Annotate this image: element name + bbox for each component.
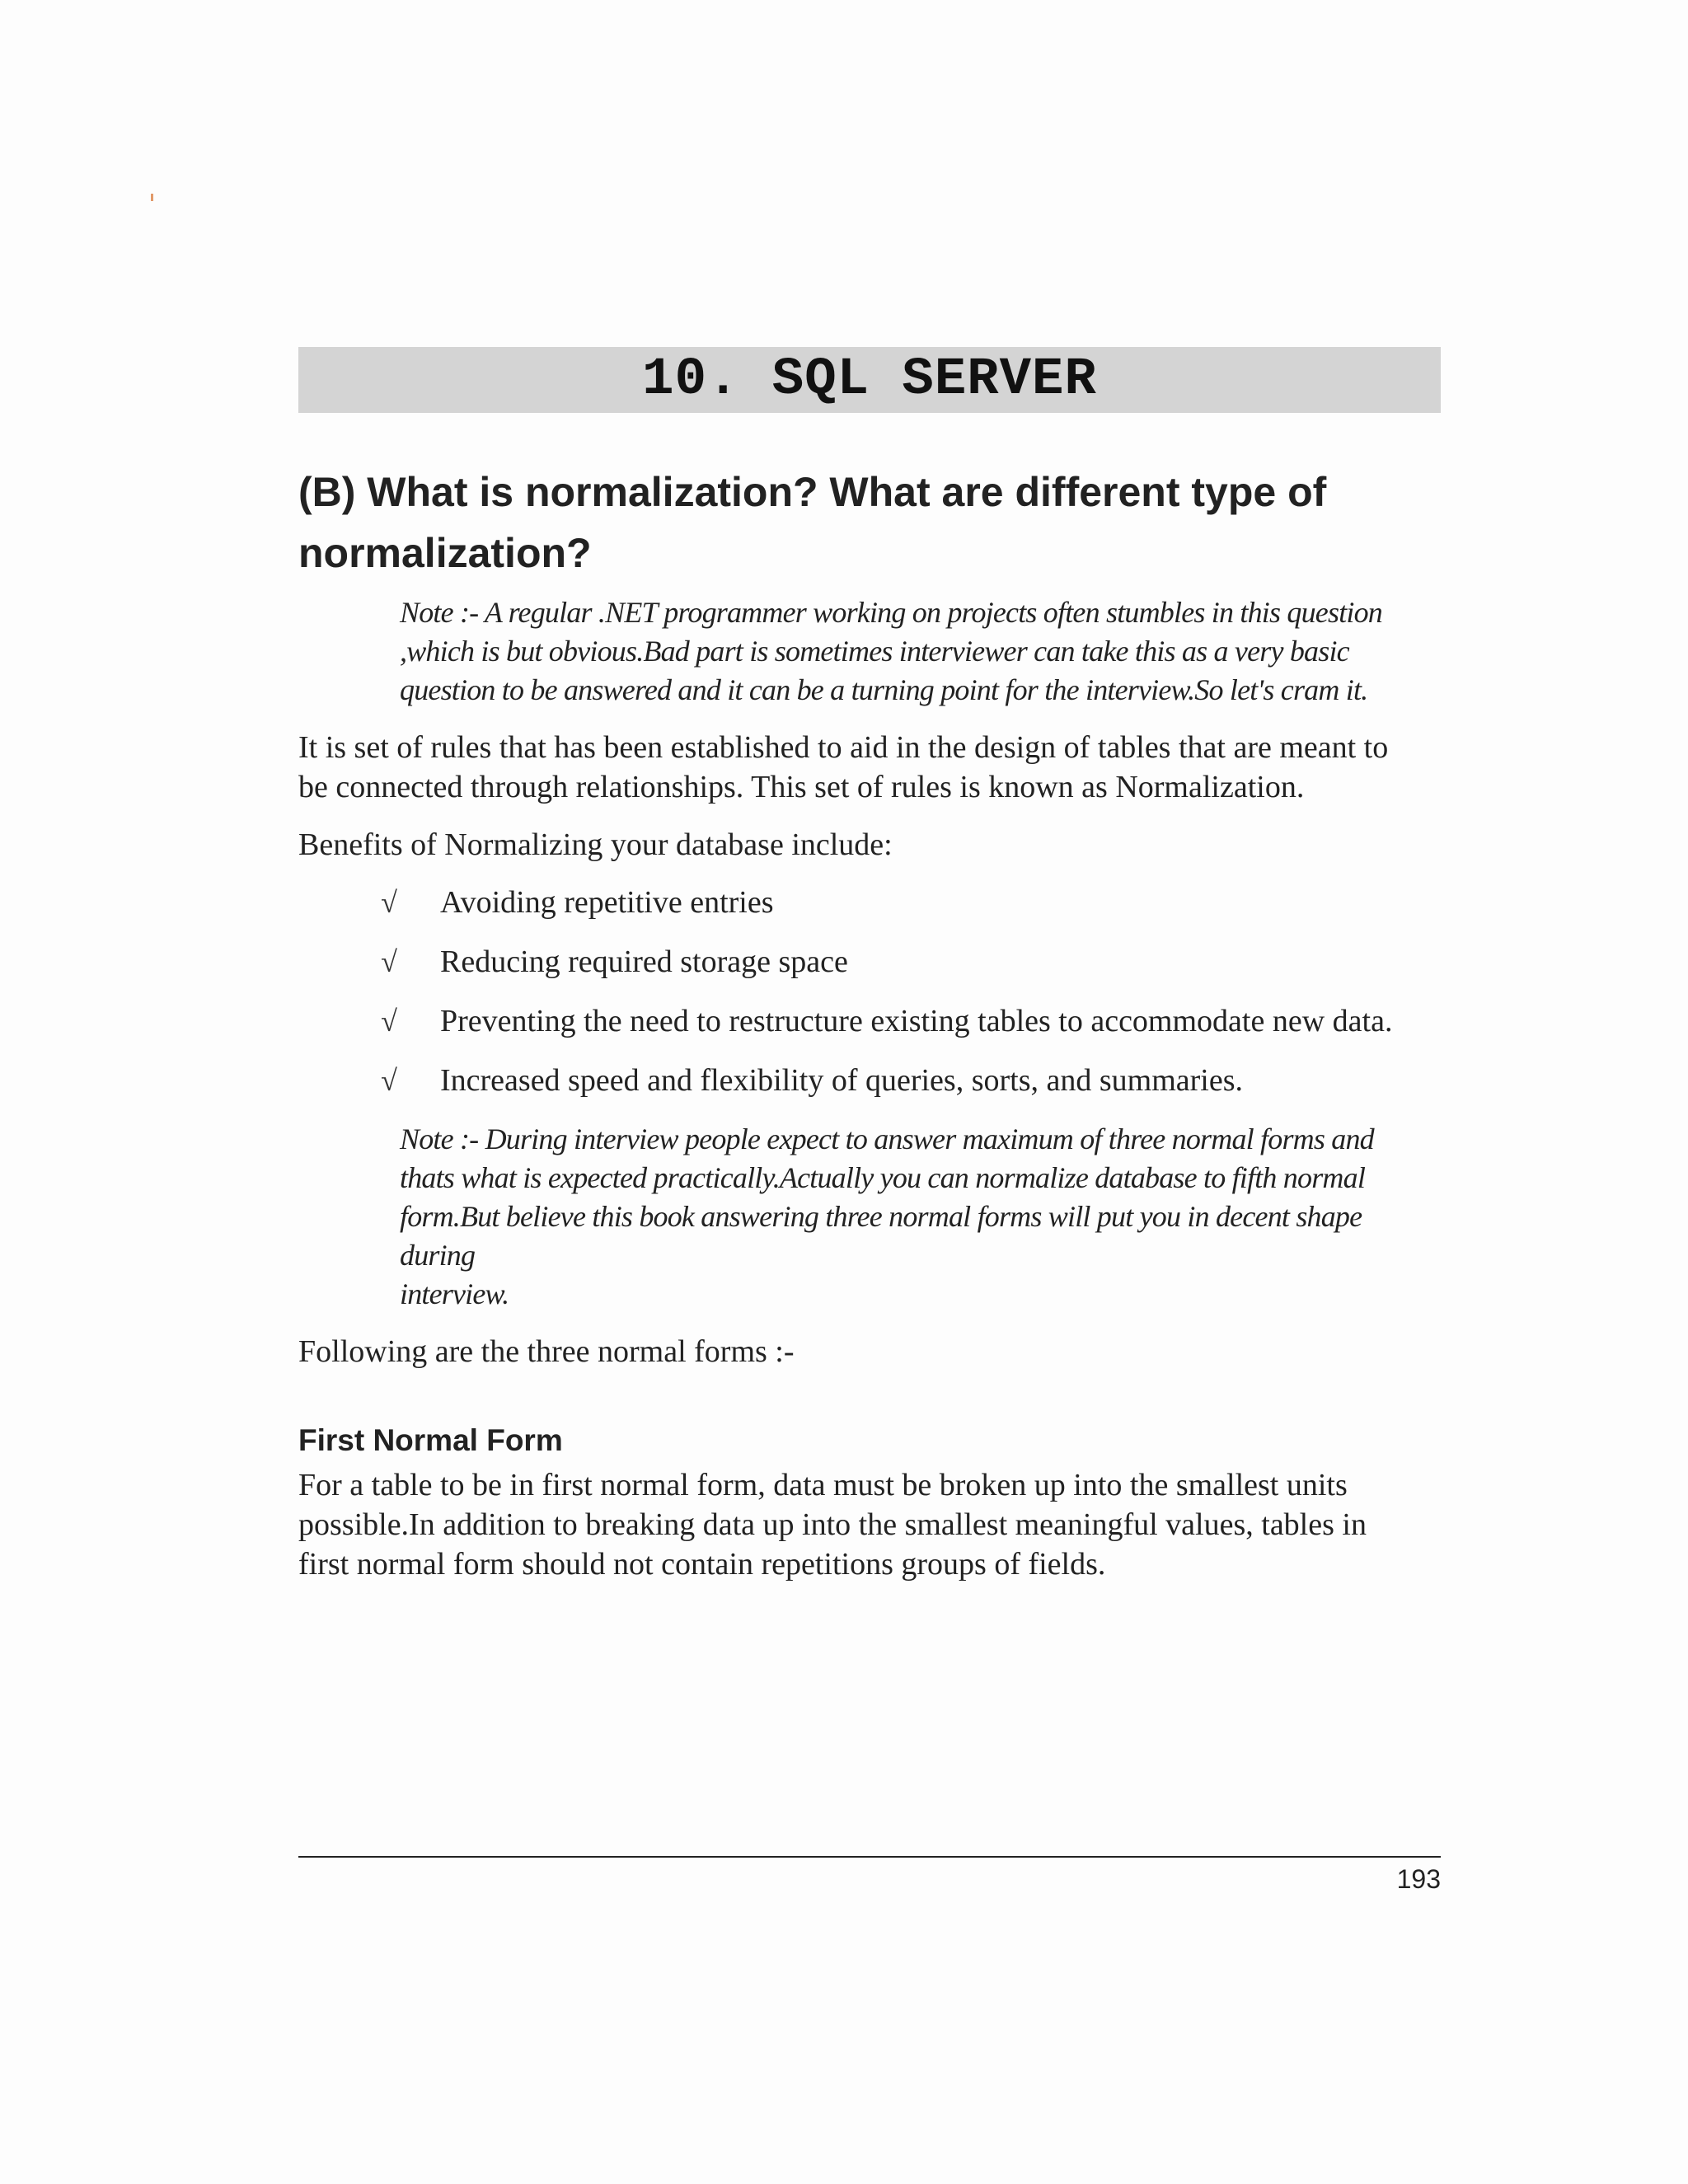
benefits-heading: Benefits of Normalizing your database include: — [298, 827, 893, 862]
note-line: ,which is but obvious.Bad part is sometimes interviewer can take this as a very basic — [400, 635, 1349, 668]
checkmark-icon: √ — [381, 886, 397, 919]
question-line-1: (B) What is normalization? What are different type of — [298, 469, 1327, 515]
normal-forms-note — [400, 1120, 1441, 1314]
chapter-header — [298, 347, 1441, 413]
following-text: Following are the three normal forms :- — [298, 1334, 795, 1369]
intro-line-2: be connected through relationships. This set of rules is known as Normalization. — [298, 770, 1305, 804]
question-heading — [298, 462, 1441, 583]
note-line: interview. — [400, 1277, 509, 1310]
benefit-text: Preventing the need to restructure existing tables to accommodate new data. — [440, 1004, 1393, 1038]
list-item — [298, 1001, 1441, 1041]
note-line: thats what is expected practically.Actually you can normalize database to fifth normal — [400, 1161, 1366, 1194]
benefit-text: Avoiding repetitive entries — [440, 885, 774, 920]
interview-note — [400, 593, 1441, 710]
fnf-line-2: possible.In addition to breaking data up into the smallest meaningful values, tables in — [298, 1507, 1367, 1542]
fnf-line-1: For a table to be in first normal form, data must be broken up into the smallest units — [298, 1468, 1348, 1502]
checkmark-icon: √ — [381, 1005, 397, 1038]
chapter-title: 10. SQL SERVER — [642, 350, 1097, 410]
corner-mark — [151, 194, 153, 201]
page-number: 193 — [1396, 1864, 1441, 1894]
benefit-text: Reducing required storage space — [440, 944, 848, 979]
list-item — [298, 883, 1441, 922]
fnf-line-3: first normal form should not contain repetitions groups of fields. — [298, 1547, 1106, 1582]
footer-divider — [298, 1856, 1441, 1858]
benefits-list — [298, 883, 1441, 1100]
checkmark-icon: √ — [381, 1064, 397, 1097]
list-item — [298, 1061, 1441, 1100]
page-content — [298, 462, 1441, 1584]
benefit-text: Increased speed and flexibility of queries, sorts, and summaries. — [440, 1063, 1243, 1098]
note-line: Note :- During interview people expect to answer maximum of three normal forms and — [400, 1122, 1374, 1155]
first-normal-form-paragraph — [298, 1465, 1441, 1584]
list-item — [298, 942, 1441, 982]
note-line: Note :- A regular .NET programmer working on projects often stumbles in this question — [400, 596, 1383, 629]
first-normal-form-heading: First Normal Form — [298, 1423, 563, 1457]
intro-paragraph — [298, 728, 1441, 807]
checkmark-icon: √ — [381, 945, 397, 978]
note-line: form.But believe this book answering three normal forms will put you in decent shape during — [400, 1200, 1362, 1272]
question-line-2: normalization? — [298, 530, 592, 576]
note-line: question to be answered and it can be a turning point for the interview.So let's cram it. — [400, 673, 1368, 706]
intro-line-1: It is set of rules that has been established to aid in the design of tables that are meant to — [298, 730, 1389, 765]
